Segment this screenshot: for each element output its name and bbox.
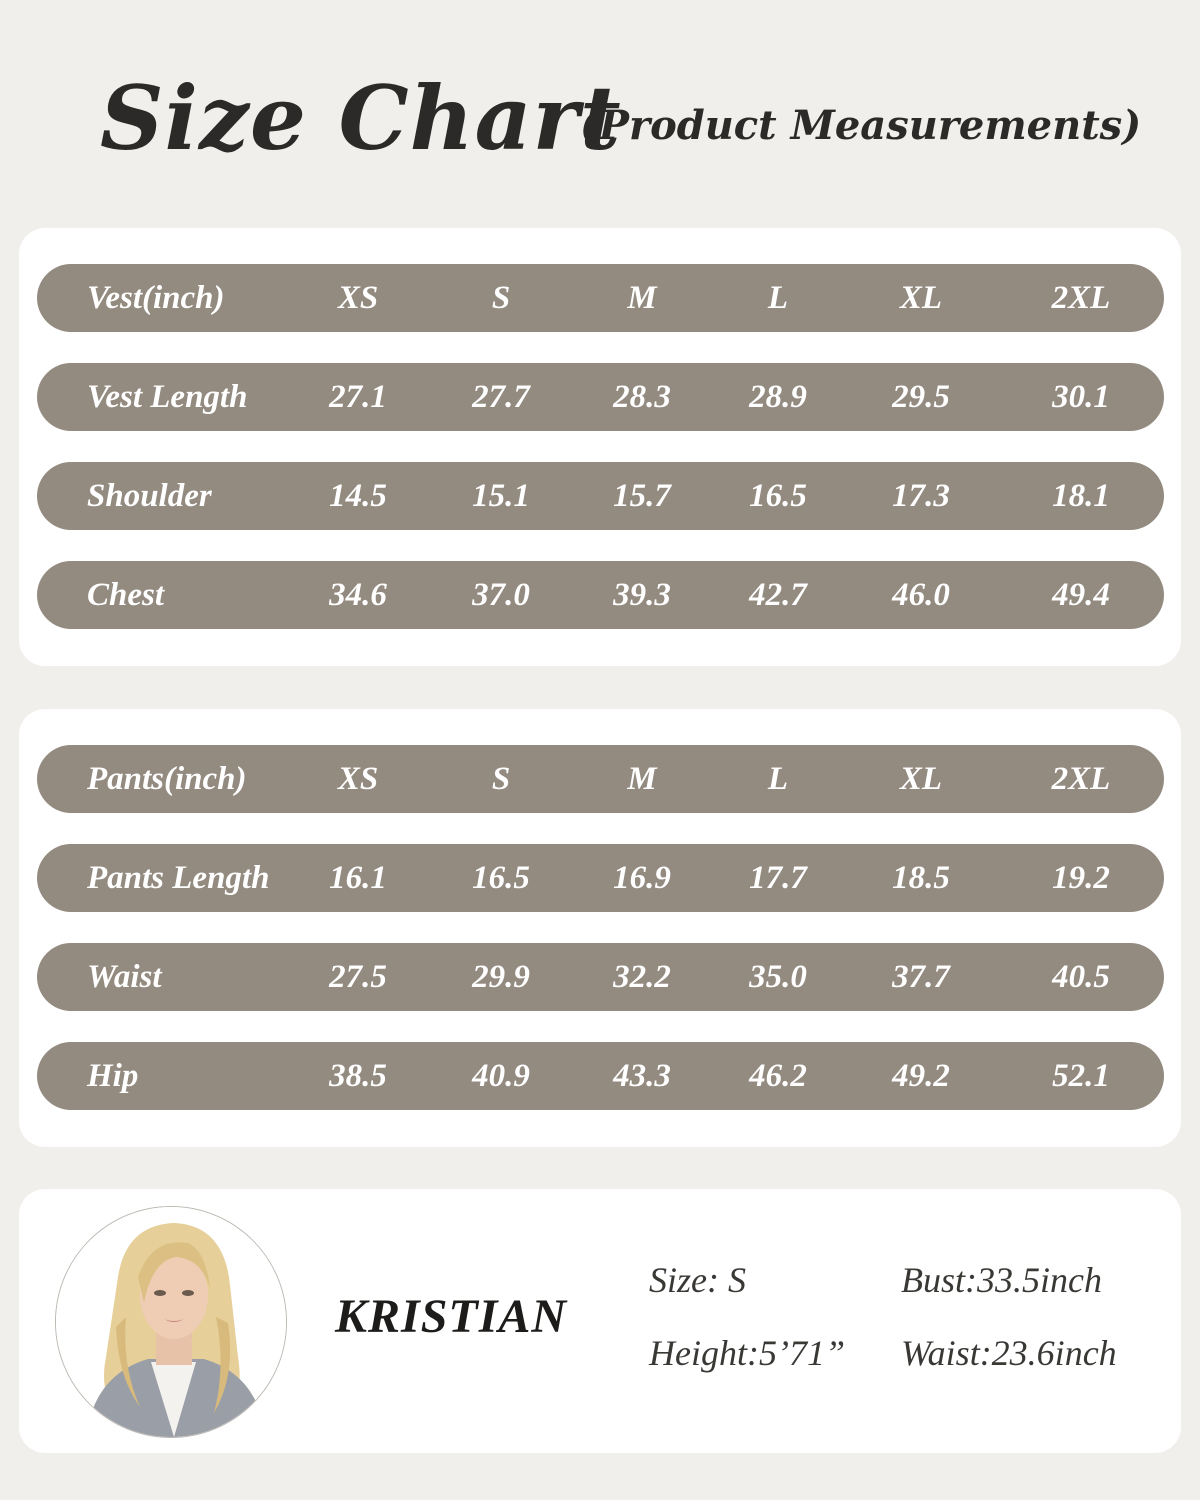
cell-value: 16.5 <box>749 478 807 514</box>
cell-value: 14.5 <box>329 478 387 514</box>
size-header-s: S <box>491 761 511 797</box>
page-subtitle: (Product Measurements) <box>580 102 1142 149</box>
cell-value: 49.2 <box>892 1058 950 1094</box>
cell-value: 52.1 <box>1052 1058 1110 1094</box>
size-header-s: S <box>491 280 511 316</box>
page-title: Size Chart <box>100 66 622 170</box>
cell-value: 15.7 <box>613 478 671 514</box>
vest-header-label: Vest(inch) <box>87 280 225 316</box>
vest-size-card <box>19 228 1181 666</box>
pants-length-row <box>37 844 1164 912</box>
cell-value: 29.5 <box>892 379 950 415</box>
shoulder-row <box>37 462 1164 530</box>
size-header-l: L <box>767 280 789 316</box>
model-portrait-icon <box>56 1207 286 1437</box>
cell-value: 17.7 <box>749 860 807 896</box>
cell-value: 29.9 <box>472 959 530 995</box>
hip-row <box>37 1042 1164 1110</box>
size-header-xl: XL <box>899 761 943 797</box>
cell-value: 19.2 <box>1052 860 1110 896</box>
pants-header-row <box>37 745 1164 813</box>
model-waist: Waist:23.6inch <box>901 1333 1117 1373</box>
vest-header-row <box>37 264 1164 332</box>
cell-value: 16.1 <box>329 860 387 896</box>
row-label: Hip <box>87 1058 139 1094</box>
pants-size-card <box>19 709 1181 1147</box>
cell-value: 18.1 <box>1052 478 1110 514</box>
waist-row <box>37 943 1164 1011</box>
cell-value: 18.5 <box>892 860 950 896</box>
model-bust: Bust:33.5inch <box>901 1260 1102 1300</box>
size-header-m: M <box>627 280 657 316</box>
page-header <box>0 60 1200 180</box>
cell-value: 16.9 <box>613 860 671 896</box>
cell-value: 32.2 <box>613 959 671 995</box>
model-name: KRISTIAN <box>335 1290 568 1343</box>
cell-value: 30.1 <box>1052 379 1110 415</box>
row-label: Chest <box>87 577 165 613</box>
size-header-2xl: 2XL <box>1051 280 1111 316</box>
row-label: Vest Length <box>87 379 248 415</box>
model-info-card <box>19 1189 1181 1453</box>
cell-value: 42.7 <box>749 577 807 613</box>
cell-value: 28.9 <box>749 379 807 415</box>
cell-value: 49.4 <box>1052 577 1110 613</box>
cell-value: 27.5 <box>329 959 387 995</box>
row-label: Waist <box>87 959 162 995</box>
cell-value: 46.0 <box>892 577 950 613</box>
cell-value: 16.5 <box>472 860 530 896</box>
cell-value: 43.3 <box>613 1058 671 1094</box>
model-avatar <box>55 1206 287 1438</box>
cell-value: 35.0 <box>749 959 807 995</box>
size-header-m: M <box>627 761 657 797</box>
cell-value: 37.7 <box>892 959 950 995</box>
size-header-xs: XS <box>337 280 379 316</box>
pants-header-label: Pants(inch) <box>87 761 247 797</box>
row-label: Pants Length <box>87 860 270 896</box>
cell-value: 27.1 <box>329 379 387 415</box>
size-header-l: L <box>767 761 789 797</box>
vest-length-row <box>37 363 1164 431</box>
cell-value: 46.2 <box>749 1058 807 1094</box>
cell-value: 40.5 <box>1052 959 1110 995</box>
cell-value: 38.5 <box>329 1058 387 1094</box>
cell-value: 27.7 <box>472 379 530 415</box>
cell-value: 37.0 <box>472 577 530 613</box>
cell-value: 17.3 <box>892 478 950 514</box>
cell-value: 40.9 <box>472 1058 530 1094</box>
cell-value: 15.1 <box>472 478 530 514</box>
size-header-xs: XS <box>337 761 379 797</box>
chest-row <box>37 561 1164 629</box>
model-height: Height:5’71” <box>649 1333 845 1373</box>
cell-value: 34.6 <box>329 577 387 613</box>
size-header-xl: XL <box>899 280 943 316</box>
cell-value: 39.3 <box>613 577 671 613</box>
size-header-2xl: 2XL <box>1051 761 1111 797</box>
cell-value: 28.3 <box>613 379 671 415</box>
model-size: Size: S <box>649 1260 746 1300</box>
row-label: Shoulder <box>87 478 212 514</box>
